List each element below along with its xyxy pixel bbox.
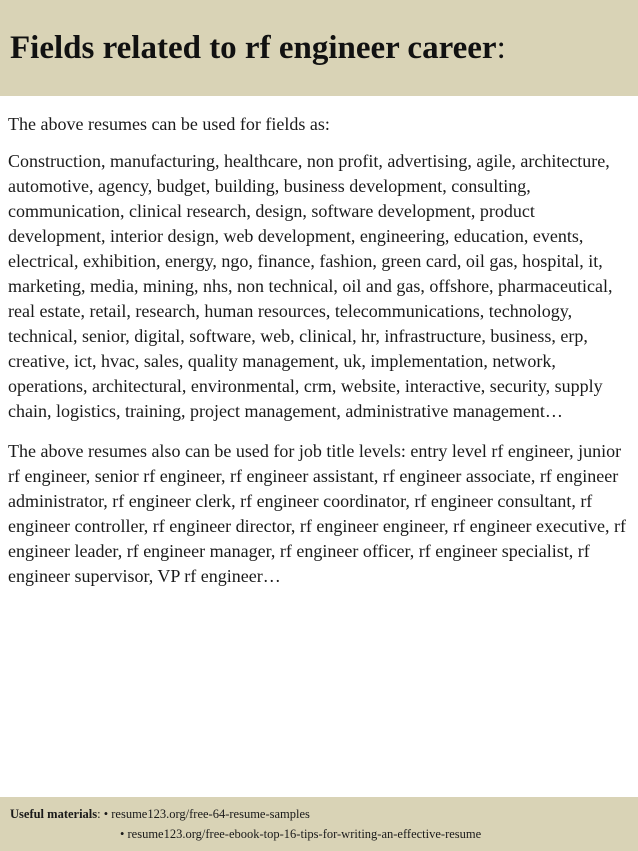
footer-row-1	[10, 804, 638, 824]
title-banner	[0, 0, 638, 96]
useful-materials-footer	[0, 797, 638, 851]
page-title	[10, 28, 638, 68]
job-levels-paragraph: The above resumes also can be used for job title levels: entry level rf engineer, junior rf engineer, senior rf engineer, rf engineer assistant, rf engineer associate, rf engineer administrator, rf engineer clerk, rf engineer coordinator, rf engineer consultant, rf engineer controller, rf engineer director, rf engineer engineer, rf engineer executive, rf engineer leader, rf engineer manager, rf engineer officer, rf engineer specialist, rf engineer supervisor, VP rf engineer…	[8, 441, 627, 586]
fields-paragraph: Construction, manufacturing, healthcare, non profit, advertising, agile, architecture, automotive, agency, budget, building, business development, consulting, communication, clinical research, design, software development, product development, interior design, web development, engineering, education, events, electrical, exhibition, energy, ngo, finance, fashion, green card, oil gas, hospital, it, marketing, media, mining, nhs, non technical, oil and gas, offshore, pharmaceutical, real estate, retail, research, human resources, telecommunications, technology, technical, senior, digital, software, web, clinical, hr, infrastructure, business, erp, creative, ict, hvac, sales, quality management, uk, implementation, network, operations, architectural, environmental, crm, website, interactive, security, supply chain, logistics, training, project management, administrative management…	[8, 151, 613, 421]
footer-link-ebook-tips[interactable]: • resume123.org/free-ebook-top-16-tips-for-writing-an-effective-resume	[120, 827, 482, 841]
main-content	[8, 112, 632, 589]
footer-row-2	[10, 824, 638, 844]
page-title-colon: :	[496, 30, 506, 66]
intro-text: The above resumes can be used for fields as:	[8, 114, 330, 134]
footer-link-resume-samples[interactable]: • resume123.org/free-64-resume-samples	[103, 807, 310, 821]
useful-materials-label: Useful materials	[10, 807, 98, 821]
page-title-text: Fields related to rf engineer career	[10, 30, 497, 66]
footer-separator: :	[97, 807, 104, 821]
